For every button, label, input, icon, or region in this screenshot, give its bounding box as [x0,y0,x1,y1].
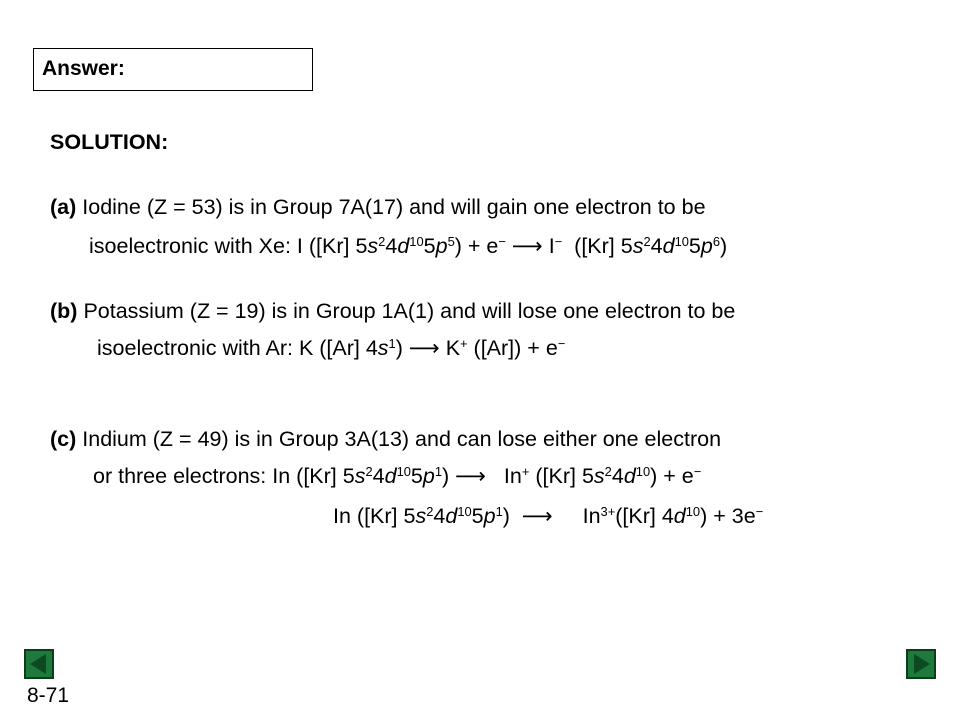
reaction-arrow: ⟶ [408,336,440,360]
answer-label: Answer: [42,57,125,80]
part-b-label: (b) [50,299,78,323]
part-b-text-1: Potassium (Z = 19) is in Group 1A(1) and will lose one electron to be [83,299,736,323]
part-c-label: (c) [50,427,77,451]
solution-heading: SOLUTION: [50,130,169,154]
part-b-line-1 [50,298,735,324]
part-a-line-1 [50,194,706,220]
answer-box[interactable] [33,48,313,91]
reaction-arrow: ⟶ [511,234,543,258]
reaction-arrow: ⟶ [455,464,486,488]
part-b-line-2: isoelectronic with Ar: K ([Ar] $4s^1$) ⟶ K+ ([Ar]) + e− [97,335,566,360]
part-c-line-1 [50,426,721,452]
part-c-text-1: Indium (Z = 49) is in Group 3A(13) and can lose either one electron [82,427,722,451]
part-a-label: (a) [50,195,77,219]
part-a-line-2: isoelectronic with Xe: I ([Kr] $5s^24d^{10}5p^5) + e^-$ ⟶ I− ([Kr] $5s^24d^{10}5p^6$) [89,233,728,258]
reaction-arrow: ⟶ [521,504,553,528]
page-number: 8-71 [27,684,70,707]
part-c-line-3: In ([Kr] $5s^24d^{10}5p^1$) ⟶ $In^{3+}([Kr] 4d^{10}) + 3e^-$ [333,503,764,528]
part-a-text-1: Iodine (Z = 53) is in Group 7A(17) and will gain one electron to be [82,195,706,219]
next-slide-button[interactable] [906,649,936,679]
triangle-right-icon [908,651,934,677]
part-c-line-2: or three electrons: In ([Kr] $5s^24d^{10}5p^1$) ⟶ In+ ([Kr] $5s^24d^{10}) + e^-$ [93,463,702,488]
previous-slide-button[interactable] [24,649,54,679]
triangle-left-icon [26,651,52,677]
